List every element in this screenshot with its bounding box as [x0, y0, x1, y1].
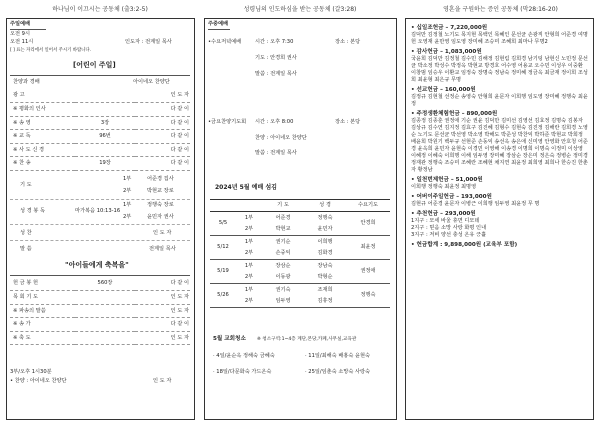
liturgy-item: ※ 교 독 — [10, 130, 75, 144]
liturgy-item: ※ 축 도 — [10, 331, 75, 345]
third-service-praise: • 찬양 : 아이네오 찬양단 — [10, 378, 67, 384]
wed-service-place: 장소 : 본당 — [335, 39, 361, 45]
offering-names: 김정규 김현철 선정순 송영숙 안형희 윤문자 이희행 임도영 장미혜 정행숙 최윤정 — [411, 94, 588, 108]
liturgy-row — [10, 157, 190, 171]
offering-category: • 주정생환체험헌금 – 890,000원 — [411, 110, 498, 117]
liturgy-item: 헌 금 봉 헌 — [10, 277, 75, 291]
offering-category: • 감사헌금 – 1,083,000원 — [411, 48, 482, 55]
reading-ref: 마가복음 10:13-16 — [75, 208, 121, 214]
liturgy-ref: 96번 — [75, 130, 135, 144]
schedule-part: 1부 — [244, 286, 254, 293]
offering-category: • 십일조헌금 – 7,220,000원 — [411, 24, 488, 31]
sunday-service-box — [6, 18, 195, 420]
weekday-title: 주중예배 — [208, 21, 229, 27]
schedule-title: 2024년 5월 예배 섬김 — [215, 184, 277, 191]
schedule-part: 2부 — [236, 296, 262, 308]
cleaning-item: · 4일/윤순옥 정해숙 금혜숙 — [213, 353, 275, 359]
right-header: 영혼을 구원하는 증인 공동체 (막28:16-20) — [443, 6, 558, 13]
offering-category: • 선교헌금 – 160,000원 — [411, 86, 476, 93]
wed-service-time: 시간 : 오후 7:30 — [255, 39, 294, 45]
praise-team: 아이네오 찬양단 — [133, 79, 170, 85]
schedule-part: 1부 — [244, 262, 254, 269]
offering-names: 김현규 어준경 윤문자 이병근 이희행 임두영 최윤정 무 명 — [411, 201, 540, 208]
schedule-prayer: 손중익 — [262, 248, 304, 260]
prayer-2-tag: 2부 — [123, 188, 132, 194]
fri-service-place: 장소 : 본당 — [335, 119, 361, 125]
schedule-part: 2부 — [236, 272, 262, 284]
prayer-2-name: 박현교 장로 — [147, 188, 174, 194]
liturgy-item: ※ 평화의 인사 — [10, 103, 75, 117]
schedule-part: 1부 — [244, 214, 254, 221]
service-leader: 인도자 : 전계일 목사 — [125, 39, 172, 45]
fri-service-name: •금요찬양기도회 — [208, 119, 247, 125]
offering-category: • 어버이주일헌금 – 193,000원 — [411, 193, 492, 200]
schedule-prayer: 장삼순 — [275, 262, 291, 269]
fri-service-time: 시간 : 오후 8:00 — [255, 119, 294, 125]
cleaning-item: · 11일/최해숙 배홍숙 윤현숙 — [305, 353, 371, 359]
liturgy-leader: 인 도 자 — [135, 304, 190, 318]
wed-service-name: •수요저녁예배 — [208, 39, 242, 45]
schedule-bible: 이희행 — [317, 238, 333, 245]
liturgy-leader: 다 같 이 — [135, 116, 190, 130]
liturgy-item: ※ 사 도 신 경 — [10, 143, 75, 157]
liturgy-ref — [75, 291, 135, 305]
section-childrens-sunday: [어린이 주일] — [73, 61, 116, 69]
praise-label: 찬양과 경배 — [13, 79, 40, 85]
schedule-bible: 윤민자 — [304, 224, 346, 236]
liturgy-ref — [75, 89, 135, 103]
third-service-leader: 인 도 자 — [153, 378, 172, 384]
schedule-bible: 김휴정 — [304, 296, 346, 308]
schedule-part: 2부 — [236, 248, 262, 260]
prayer-1-name: 어준경 집사 — [147, 176, 174, 182]
liturgy-leader: 다 같 이 — [135, 130, 190, 144]
offering-category: • 일천번제헌금 – 51,000원 — [411, 176, 483, 183]
offering-category: • 헌금합계 : 9,898,000원 (교육부 포함) — [411, 241, 518, 248]
word-label: 말 씀 — [20, 246, 32, 252]
liturgy-item: ※ 파송의 말씀 — [10, 304, 75, 318]
offering-names: 이희행 정행숙 최윤정 최명영 — [411, 184, 477, 191]
liturgy-ref: 3장 — [75, 116, 135, 130]
schedule-wed-prayer: 안경희 — [346, 212, 390, 236]
reading-label: 성 경 봉 독 — [20, 208, 45, 214]
liturgy-ref: 560장 — [75, 277, 135, 291]
third-service-time: 3부/오후 1시30분 — [10, 369, 52, 375]
schedule-wed-prayer: 권정애 — [346, 260, 390, 284]
communion-label: 성 찬 — [20, 230, 32, 236]
cleaning-note: ※ 청소구역:1~4층 계단,본당,카페,사무실,교육관 — [257, 337, 357, 342]
offering-names: 1지구 : 모세 바울 휴면 디모데 2지구 : 믿음 소망 사랑 화평 인내 3지구 : 저비 양선 충성 온유 긍휼 — [411, 218, 487, 239]
liturgy-ref — [75, 103, 135, 117]
col-wed-prayer: 수요기도 — [346, 200, 390, 212]
schedule-bible: 장남숙 — [317, 262, 333, 269]
schedule-prayer: 어준경 — [275, 214, 291, 221]
schedule-row — [210, 236, 390, 248]
service-title: 주일예배 — [10, 21, 31, 27]
fri-service-praise: 찬양 : 아이네오 찬양단 — [255, 135, 307, 141]
liturgy-item: ※ 송 가 — [10, 318, 75, 332]
liturgy-leader: 다 같 이 — [135, 143, 190, 157]
liturgy-row — [10, 318, 190, 332]
schedule-wed-prayer: 정행숙 — [346, 284, 390, 308]
liturgy-row — [10, 277, 190, 291]
liturgy-leader: 다 같 이 — [135, 277, 190, 291]
liturgy-row — [10, 116, 190, 130]
cleaning-item: · 18일/다문화숙 가드온숙 — [213, 369, 272, 375]
cleaning-item: · 25일/임춘숙 소망숙 사랑숙 — [305, 369, 371, 375]
service-schedule-table — [210, 199, 390, 308]
communion-leader: 인 도 자 — [153, 230, 172, 236]
liturgy-ref — [75, 331, 135, 345]
liturgy-ref — [75, 304, 135, 318]
schedule-bible: 정행숙 — [317, 214, 333, 221]
schedule-part: 2부 — [236, 224, 262, 236]
schedule-date: 5/26 — [210, 284, 236, 308]
offering-names: 김덕만 김정철 노기도 목지현 목백인 목혜인 문선균 손광직 안형희 어준경 여명헌 오영재 윤만영 임도영 장미혜 조승미 조혜희 최마나 무명2 — [411, 31, 588, 45]
schedule-bible: 조재희 — [317, 286, 333, 293]
liturgy-row — [10, 103, 190, 117]
service-time-1: 오전 9시 — [10, 31, 30, 37]
reading-1-name: 정행숙 장로 — [147, 202, 174, 208]
liturgy-table-2 — [10, 277, 190, 345]
schedule-bible: 김화경 — [304, 248, 346, 260]
liturgy-table-1 — [10, 89, 190, 171]
liturgy-leader: 다 같 이 — [135, 318, 190, 332]
liturgy-row — [10, 331, 190, 345]
schedule-date: 5/5 — [210, 212, 236, 236]
cleaning-title: 5월 교회청소 — [213, 336, 246, 342]
wed-service-prayer: 기도 : 안경희 권사 — [255, 55, 297, 61]
fri-service-word: 말씀 : 전계일 목사 — [255, 150, 297, 156]
liturgy-item: 광 고 — [10, 89, 75, 103]
reading-1-tag: 1부 — [123, 202, 132, 208]
offering-names: 국윤희 김덕만 김정철 김수민 김해정 김현림 김희경 남기팅 남현신 노민정 문선균 박소정 박성수 박정옥 박현교 방경호 어수영 어용교 오수민 이성우 이중환 이창범 임승우 이환교 임정숙 장명숙 정남숙 정미혜 정금옥 최금재 정이희 조성희 최윤형 최은규 무명 — [411, 56, 588, 84]
schedule-date: 5/12 — [210, 236, 236, 260]
word-speaker: 전계일 목사 — [149, 246, 176, 252]
liturgy-leader: 인 도 자 — [135, 331, 190, 345]
schedule-row — [210, 260, 390, 272]
col-prayer: 기 도 — [262, 200, 304, 212]
liturgy-leader: 인 도 자 — [135, 291, 190, 305]
offering-names: 김종정 김종훈 권정애 기순 권윤 김덕만 김미선 김영선 김효정 김명숙 김봉자 김상규 김수연 김지정 김효구 김진혜 김형수 김현숙 김진정 김해란 김희경 노영순 노기도 문선균 박선영 박소영 박해도 박준성 박찬익 박하준 박현교 박희정 배윤희 박원기 백두규 선현준 손동익 송선옥 송은애 신미영 안영화 안호청 어준경 윤옥희 윤민자 윤현숙 이경민 이영해 이송경 이명희 이명숙 이정미 이상영 이혜정 이혜숙 이희행 이해 임두영 장미혜 장삼순 장은미 정은숙 정병순 정미경 정재관 정행숙 조승미 조혜란 조혜현 채지연 최윤정 최희영 최희나 한승진 한춘자 황정남 — [411, 118, 588, 174]
liturgy-ref — [75, 318, 135, 332]
wed-service-word: 말씀 : 전계일 목사 — [255, 71, 297, 77]
schedule-row — [210, 212, 390, 224]
middle-header: 성령님의 인도하심을 받는 공동체 (갈3:28) — [243, 6, 357, 13]
schedule-prayer: 권기숙 — [275, 286, 291, 293]
liturgy-row — [10, 143, 190, 157]
weekday-service-box — [204, 18, 397, 420]
offering-box — [405, 18, 594, 420]
liturgy-ref: 19장 — [75, 157, 135, 171]
left-header: 하나님이 이끄시는 공동체 (출3:2-5) — [52, 6, 148, 13]
liturgy-row — [10, 89, 190, 103]
standing-note: [ ] 표는 자리에서 일어서 주시기 바랍니다. — [10, 48, 92, 53]
schedule-prayer: 임두영 — [262, 296, 304, 308]
liturgy-item: ※ 찬 송 — [10, 157, 75, 171]
liturgy-ref — [75, 143, 135, 157]
schedule-date: 5/19 — [210, 260, 236, 284]
reading-2-tag: 2부 — [123, 214, 132, 220]
prayer-1-tag: 1부 — [123, 176, 132, 182]
liturgy-leader: 인 도 자 — [135, 89, 190, 103]
liturgy-item: 목 회 기 도 — [10, 291, 75, 305]
schedule-prayer: 이동광 — [262, 272, 304, 284]
liturgy-row — [10, 304, 190, 318]
liturgy-row — [10, 291, 190, 305]
liturgy-leader: 다 같 이 — [135, 103, 190, 117]
schedule-prayer: 권기순 — [275, 238, 291, 245]
liturgy-row — [10, 130, 190, 144]
liturgy-leader: 다 같 이 — [135, 157, 190, 171]
service-time-2: 오전 11시 — [10, 39, 34, 45]
schedule-bible: 박형순 — [304, 272, 346, 284]
col-bible: 성 경 — [304, 200, 346, 212]
sermon-title: "아이들에게 축복을" — [65, 261, 129, 269]
prayer-label: 기 도 — [20, 182, 32, 188]
offering-category: • 추천헌금 – 293,000원 — [411, 210, 476, 217]
schedule-row — [210, 284, 390, 296]
liturgy-item: ※ 송 영 — [10, 116, 75, 130]
schedule-wed-prayer: 최윤정 — [346, 236, 390, 260]
schedule-prayer: 박현교 — [262, 224, 304, 236]
reading-2-name: 윤민자 권사 — [147, 214, 174, 220]
schedule-part: 1부 — [244, 238, 254, 245]
